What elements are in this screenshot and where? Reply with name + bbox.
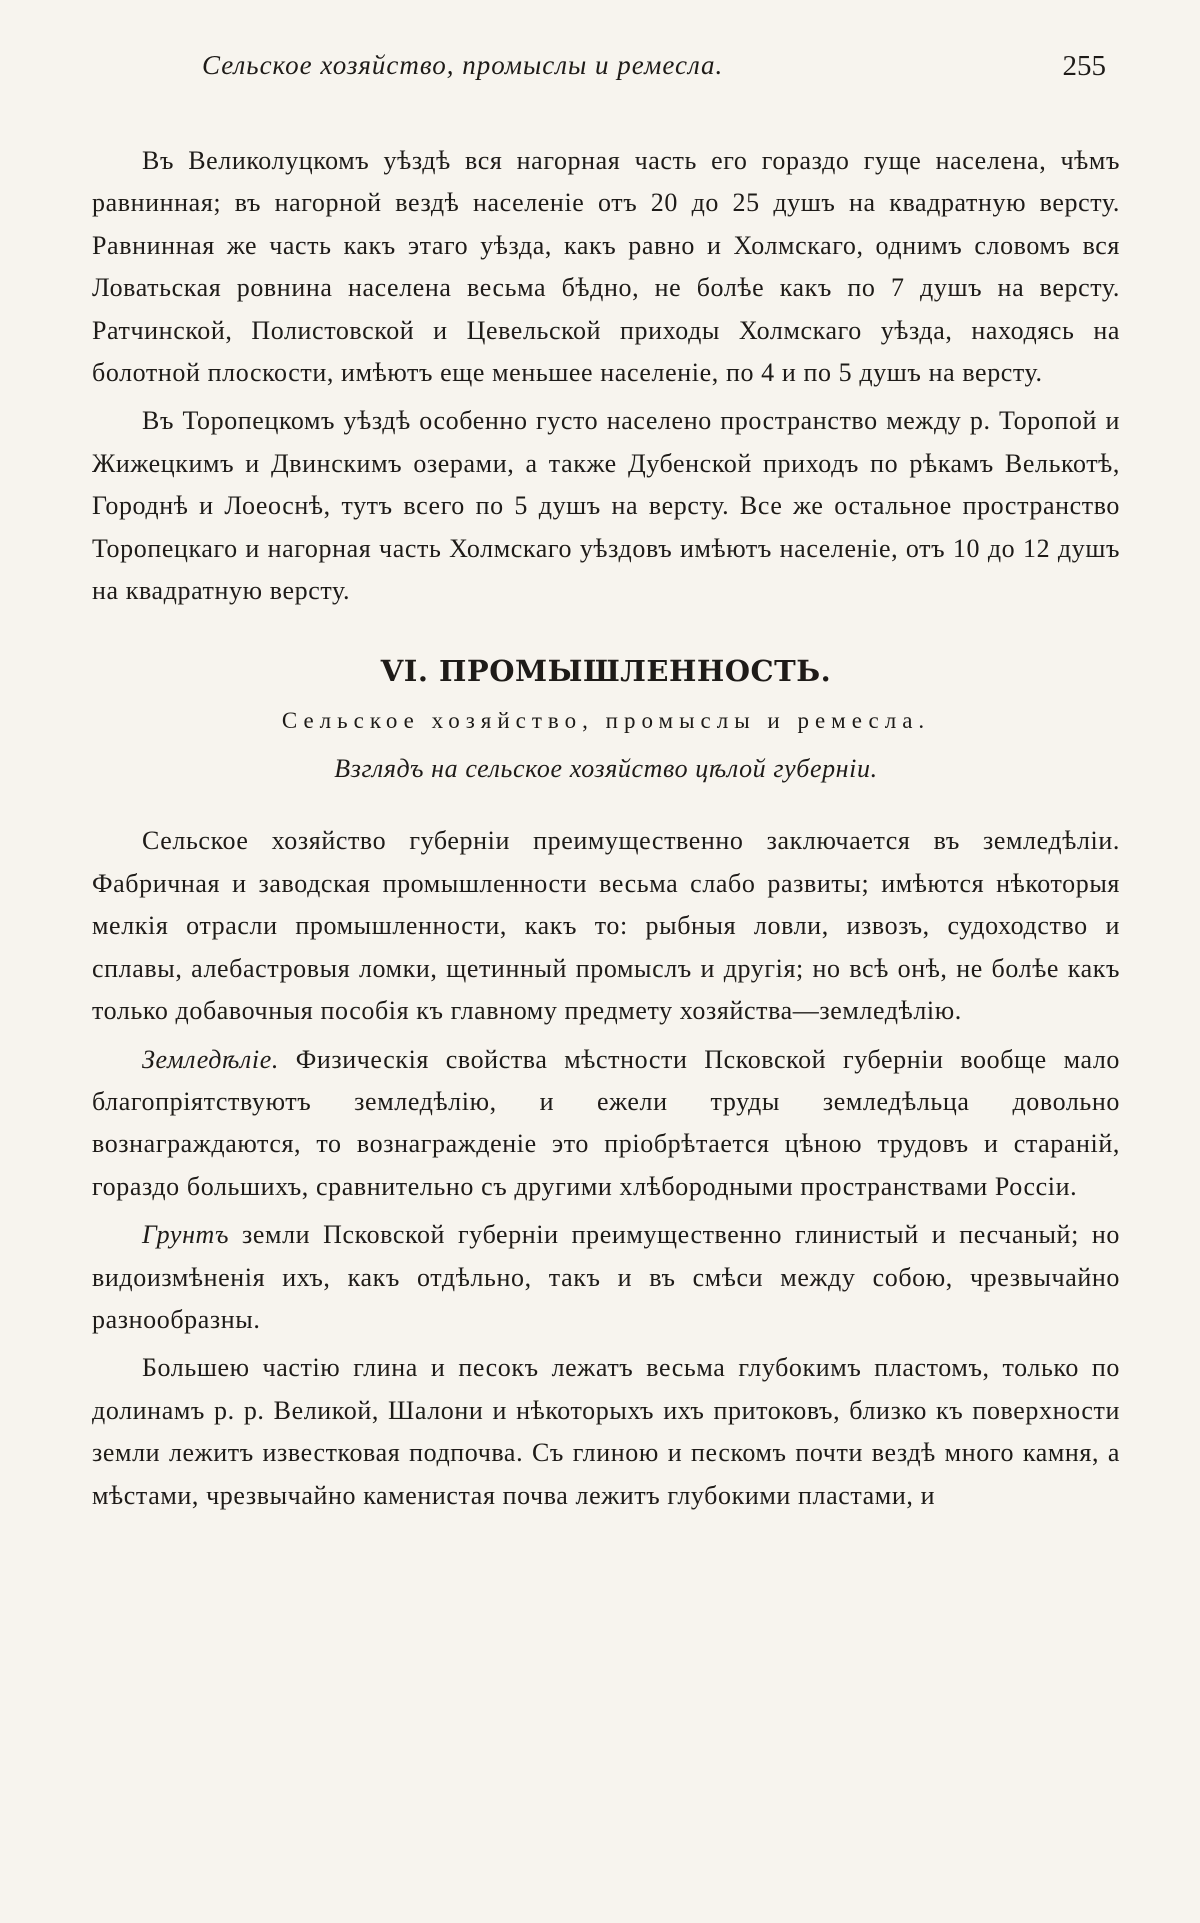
paragraph-text-zemledelie: Физическія свойства мѣстности Псковской губерніи вообще мало благопріятствуютъ земледѣлію, и ежели труды земледѣльца довольно вознаграждаются, то вознагражденіе это пріобрѣтается цѣною трудовъ и стараній, гораздо большихъ, сравнительно съ другими хлѣбородными пространствами Россіи. [92, 1044, 1120, 1201]
paragraph-agriculture-overview: Сельское хозяйство губерніи преимущественно заключается въ земледѣліи. Фабричная и заводская промышленности весьма слабо развиты; имѣются нѣкоторыя мелкія отрасли промышленности, какъ то: рыбныя ловли, извозъ, судоходство и сплавы, алебастровыя ломки, щетинный промыслъ и другія; но всѣ онѣ, не болѣе какъ только добавочныя пособія къ главному предмету хозяйства—земледѣлію. [92, 826, 1120, 1026]
subsection-heading: Сельское хозяйство, промыслы и ремесла. [281, 708, 931, 734]
section-heading: VI. ПРОМЫШЛЕННОСТЬ. [380, 654, 832, 689]
paragraph-zemledelie [92, 1039, 1120, 1209]
page-number: 255 [1062, 50, 1106, 82]
paragraph-toropets: Въ Торопецкомъ уѣздѣ особенно густо населено пространство между р. Торопой и Жижецкимъ и Двинскимъ озерами, а также Дубенской приходъ по рѣкамъ Велькотѣ, Городнѣ и Лоеоснѣ, тутъ всего по 5 душъ на версту. Все же остальное пространство Торопецкаго и нагорная часть Холмскаго уѣздовъ имѣютъ населеніе, отъ 10 до 12 душъ на квадратную версту. [92, 406, 1120, 606]
paragraph-lead-grunt: Грунтъ [142, 1220, 230, 1250]
sub-subheading: Взглядъ на сельское хозяйство цѣлой губерніи. [334, 754, 878, 784]
paragraph-grunt [92, 1214, 1120, 1341]
paragraph-lead-zemledelie: Земледѣліе. [142, 1044, 279, 1074]
paragraph-velikie-luki: Въ Великолуцкомъ уѣздѣ вся нагорная часть его гораздо гуще населена, чѣмъ равнинная; въ нагорной вездѣ населеніе отъ 20 до 25 душъ на квадратную версту. Равнинная же часть какъ этаго уѣзда, какъ равно и Холмскаго, однимъ словомъ вся Ловатьская ровнина населена весьма бѣдно, не болѣе какъ по 7 душъ на версту. Ратчинской, Полистовской и Цевельской приходы Холмскаго уѣзда, находясь на болотной плоскости, имѣютъ еще меньшее населеніе, по 4 и по 5 душъ на версту. [92, 146, 1120, 388]
running-head [92, 50, 1120, 96]
paragraph-text-grunt: земли Псковской губерніи преимущественно глинистый и песчаный; но видоизмѣненія ихъ, какъ отдѣльно, такъ и въ смѣси между собою, чрезвычайно разнообразны. [92, 1220, 1120, 1334]
running-title: Сельское хозяйство, промыслы и ремесла. [202, 50, 724, 80]
paragraph-soil-layers: Большею частію глина и песокъ лежатъ весьма глубокимъ пластомъ, только по долинамъ р. р. Великой, Шалони и нѣкоторыхъ ихъ притоковъ, близко къ поверхности земли лежитъ известковая подпочва. Съ глиною и пескомъ почти вездѣ много камня, а мѣстами, чрезвычайно каменистая почва лежитъ глубокими пластами, и [92, 1353, 1120, 1510]
